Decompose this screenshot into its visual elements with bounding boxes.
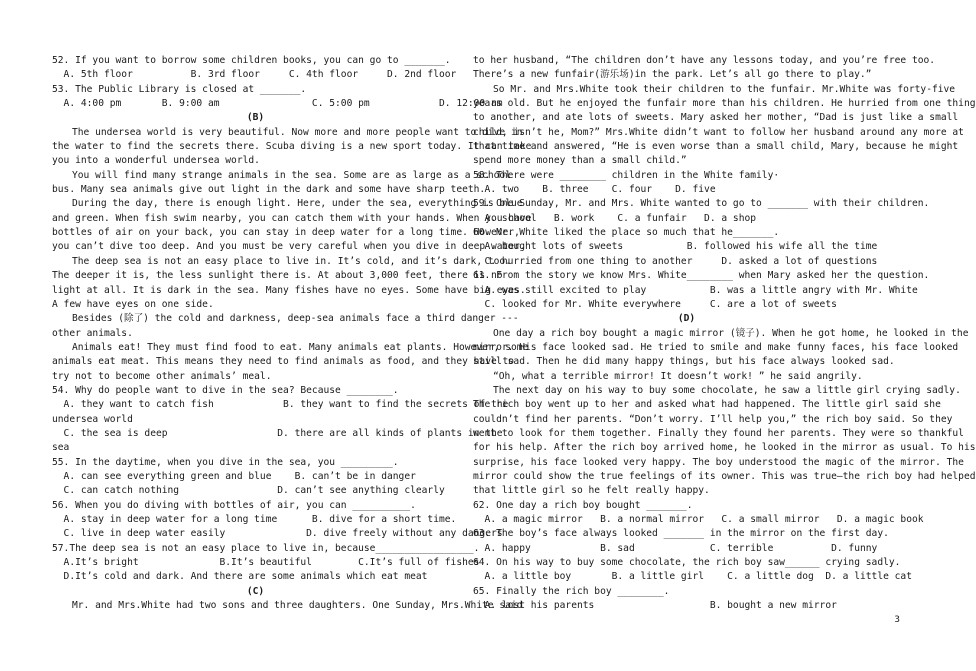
text-line: One day a rich boy bought a magic mirror (镜子). When he got home, he looked in the [493,327,969,339]
text-line: mirror. His face looked sad. He tried to smile and make funny faces, his face looked [473,341,959,353]
section-heading: (D) [677,313,696,325]
answer-options-line: A. a magic mirror B. a normal mirror C. a small mirror D. a magic book [473,514,924,525]
answer-options-line: A. a little boy B. a little girl C. a little dog D. a little cat [473,571,912,583]
text-line: for his help. After the rich boy arrived home, he looked in the mirror as usual. To his [473,442,976,454]
text-line: still sad. Then he did many happy things, but his face always looked sad. [473,356,895,368]
text-line: you into a wonderful undersea world. [52,155,260,167]
answer-options-line: A.It’s bright B.It’s beautiful C.It’s full of fishes [52,557,480,569]
answer-options-line: A. 5th floor B. 3rd floor C. 4th floor D. 2nd floor [52,69,457,81]
text-line: So Mr. and Mrs.White took their children to the funfair. Mr.White was forty-five [493,83,956,95]
text-line: undersea world [52,413,133,425]
question-line: 57.The deep sea is not an easy place to live in, because_________________. [52,542,480,554]
text-line: you can’t dive too deep. And you must be very careful when you dive in deep water. [52,241,526,253]
answer-options-line: C. looked for Mr. White everywhere C. are a lot of sweets [473,298,837,310]
text-line: and green. When fish swim nearby, you can catch them with your hands. When you have [52,212,532,224]
question-line: 61. From the story we know Mrs. White________ when Mary asked her the question. [473,270,930,282]
question-line: 56. When you do diving with bottles of air, you can __________. [52,499,416,511]
question-line: 59. One Sunday, Mr. and Mrs. White wanted to go to _______ with their children. [473,198,930,210]
text-line: The undersea world is very beautiful. Now more and more people want to dive in [72,126,523,138]
question-line: 62. One day a rich boy bought _______. [473,499,693,511]
answer-options-line: C. can catch nothing D. can’t see anything clearly [52,485,445,497]
answer-options-line: C. hurried from one thing to another D. asked a lot of questions [473,255,878,267]
text-line: years old. But he enjoyed the funfair more than his children. He hurried from one thing [473,98,976,110]
answer-options-line: A. 4:00 pm B. 9:00 am C. 5:00 pm D. 12:00 am [52,98,503,110]
section-heading: (C) [246,585,265,597]
text-line: the water to find the secrets there. Scuba diving is a new sport today. It can take [52,141,532,153]
text-line: “Oh, what a terrible mirror! It doesn’t work! ” he said angrily. [493,370,863,382]
text-line: mirror could show the true feelings of its owner. This was true—the rich boy had helped [473,470,976,482]
section-heading: (B) [246,112,265,124]
text-line: The next day on his way to buy some chocolate, he saw a little girl crying sadly. [493,384,961,396]
question-line: 65. Finally the rich boy ________. [473,585,670,597]
text-line: Animals eat! They must find food to eat. Many animals eat plants. However, some [72,341,529,353]
answer-options-line: A. bought lots of sweets B. followed his wife all the time [473,241,878,253]
question-line: 52. If you want to borrow some children books, you can go to _______. [52,55,451,66]
text-line: other animals. [52,327,133,339]
text-line: animals eat meat. This means they need to find animals as food, and they have to [52,356,515,368]
question-line: 60. Mr. White liked the place so much that he_______. [473,227,780,239]
answer-options-line: A. was still excited to play B. was a little angry with Mr. White [473,284,918,296]
left-column [52,54,532,613]
text-line: that little girl so he felt really happy. [473,485,710,497]
question-line: 64. On his way to buy some chocolate, the rich boy saw______ crying sadly. [473,557,901,569]
text-line: bottles of air on your back, you can stay in deep water for a long time. However, [52,227,520,239]
answer-options-line: A. stay in deep water for a long time B. dive for a short time. [52,514,457,525]
text-line: try not to become other animals’ meal. [52,370,272,382]
answer-options-line: A. they want to catch fish B. they want to find the secrets of the [52,399,509,411]
text-line: Mr. and Mrs.White had two sons and three daughters. One Sunday, Mrs.White said [72,600,523,612]
answer-options-line: A. happy B. sad C. terrible D. funny [473,542,878,554]
answer-options-line: A. lost his parents B. bought a new mirror [473,600,837,612]
text-line: went to look for them together. Finally they found her parents. They were so thankful [473,427,964,439]
text-line: to her husband, “The children don’t have any lessons today, and you’re free too. [473,55,936,66]
answer-options-line: C. live in deep water easily D. dive freely without any dangers [52,528,503,540]
text-line: During the day, there is enough light. Here, under the sea, everything is blue [72,198,523,210]
page-number: 3 [894,615,900,625]
answer-options-line: A. two B. three C. four D. five [473,184,716,196]
text-line: child, isn’t he, Mom?” Mrs.White didn’t want to follow her husband around any more at [473,126,964,138]
text-line: bus. Many sea animals give out light in the dark and some have sharp teeth. [52,184,486,196]
question-line: 58. There were ________ children in the White family· [473,169,780,181]
text-line: to another, and ate lots of sweets. Mary asked her mother, “Dad is just like a small [473,112,959,124]
text-line: that time and answered, “He is even worse than a small child, Mary, because he might [473,141,959,153]
text-line: light at all. It is dark in the sea. Many fishes have no eyes. Some have big eyes. [52,284,526,296]
text-line: A few have eyes on one side. [52,298,214,310]
text-line: surprise, his face looked very happy. The boy understood the magic of the mirror. The [473,456,964,468]
text-line: sea [52,442,70,454]
text-line: couldn’t find her parents. “Don’t worry. I’ll help you,” the rich boy said. So they [473,413,953,425]
question-line: 63. The boy’s face always looked _______ in the mirror on the first day. [473,528,889,540]
right-column [473,54,976,613]
text-line: The deep sea is not an easy place to live in. It’s cold, and it’s dark, too. [72,255,511,267]
question-line: 55. In the daytime, when you dive in the sea, you _________. [52,456,399,468]
text-line: spend more money than a small child.” [473,155,687,167]
text-line: The rich boy went up to her and asked what had happened. The little girl said she [473,399,941,411]
text-line: There’s a new funfair(游乐场)in the park. Let’s all go there to play.” [473,69,872,81]
question-line: 53. The Public Library is closed at _______. [52,83,307,95]
answer-options-line: A. school B. work C. a funfair D. a shop [473,212,757,224]
answer-options-line: A. can see everything green and blue B. can’t be in danger [52,470,416,482]
text-line: Besides (除了) the cold and darkness, deep-sea animals face a third danger --- [72,313,519,325]
text-line: The deeper it is, the less sunlight there is. At about 3,000 feet, there is no [52,270,503,282]
question-line: 54. Why do people want to dive in the sea? Because ________. [52,384,399,396]
answer-options-line: C. the sea is deep D. there are all kinds of plants in the [52,427,503,439]
text-line: You will find many strange animals in the sea. Some are as large as a school [72,169,511,181]
answer-options-line: D.It’s cold and dark. And there are some animals which eat meat [52,571,428,583]
